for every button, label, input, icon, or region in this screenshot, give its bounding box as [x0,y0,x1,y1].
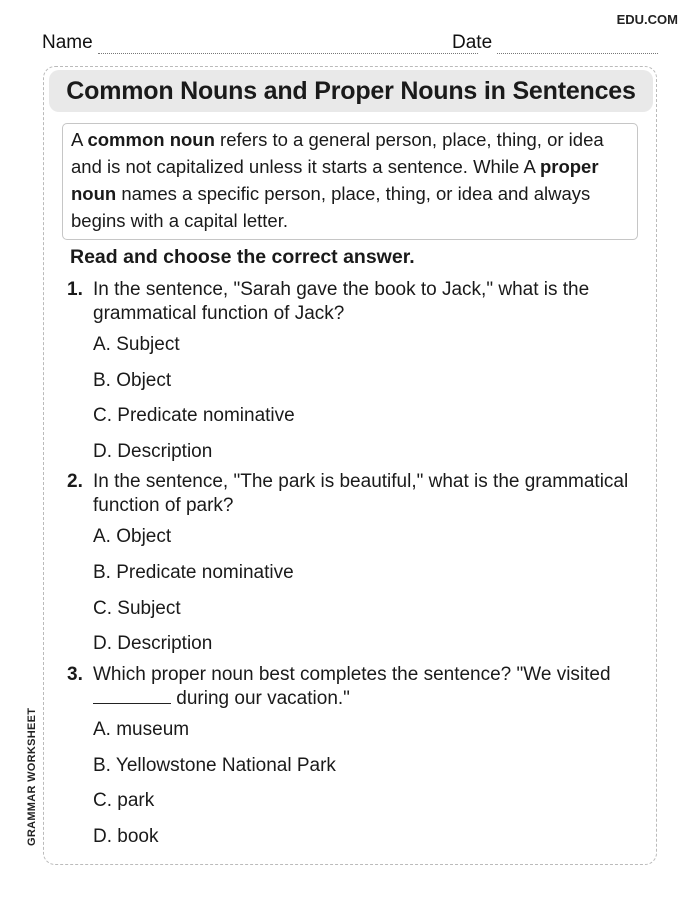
instruction-heading: Read and choose the correct answer. [70,246,415,268]
intro-text-2: refers to a general person, place, thing, or idea and is not capitalized unless it starts a sentence. While A [71,129,604,177]
question-text [93,663,638,711]
definition-box [62,123,638,240]
name-line [98,53,478,54]
common-noun-term: common noun [87,129,215,150]
question-number: 2. [67,471,83,492]
intro-text-3: names a specific person, place, thing, or idea and always begins with a capital letter. [71,183,591,231]
worksheet-title: Common Nouns and Proper Nouns in Sentences [49,70,653,112]
answer-option[interactable]: C. park [93,790,155,811]
answer-option[interactable]: A. Subject [93,334,180,355]
intro-text-1: A [71,129,88,150]
question-number: 1. [67,279,83,300]
question-number: 3. [67,664,83,685]
answer-option[interactable]: D. book [93,826,159,847]
side-label: GRAMMAR WORKSHEET [26,707,38,846]
date-label: Date [452,32,493,53]
proper-noun-term: proper noun [71,156,599,204]
question-text: In the sentence, "Sarah gave the book to Jack," what is the grammatical function of Jack? [93,279,590,324]
answer-option[interactable]: B. Yellowstone National Park [93,755,336,776]
answer-option[interactable]: C. Subject [93,598,181,619]
answer-option[interactable]: A. Object [93,526,172,547]
answer-option[interactable]: A. museum [93,719,190,740]
brand-logo: EDU.COM [616,12,678,27]
answer-option[interactable]: B. Object [93,370,172,391]
question-text: In the sentence, "The park is beautiful," what is the grammatical function of park? [93,471,629,516]
date-line [497,53,658,54]
answer-option[interactable]: D. Description [93,441,213,462]
answer-blank [93,689,171,704]
answer-option[interactable]: C. Predicate nominative [93,405,295,426]
name-date-row [42,30,658,54]
name-label: Name [42,32,93,53]
answer-option[interactable]: D. Description [93,633,213,654]
answer-option[interactable]: B. Predicate nominative [93,562,294,583]
question-text-after: during our vacation." [171,688,350,709]
question-text-before: Which proper noun best completes the sentence? "We visited [93,664,611,685]
